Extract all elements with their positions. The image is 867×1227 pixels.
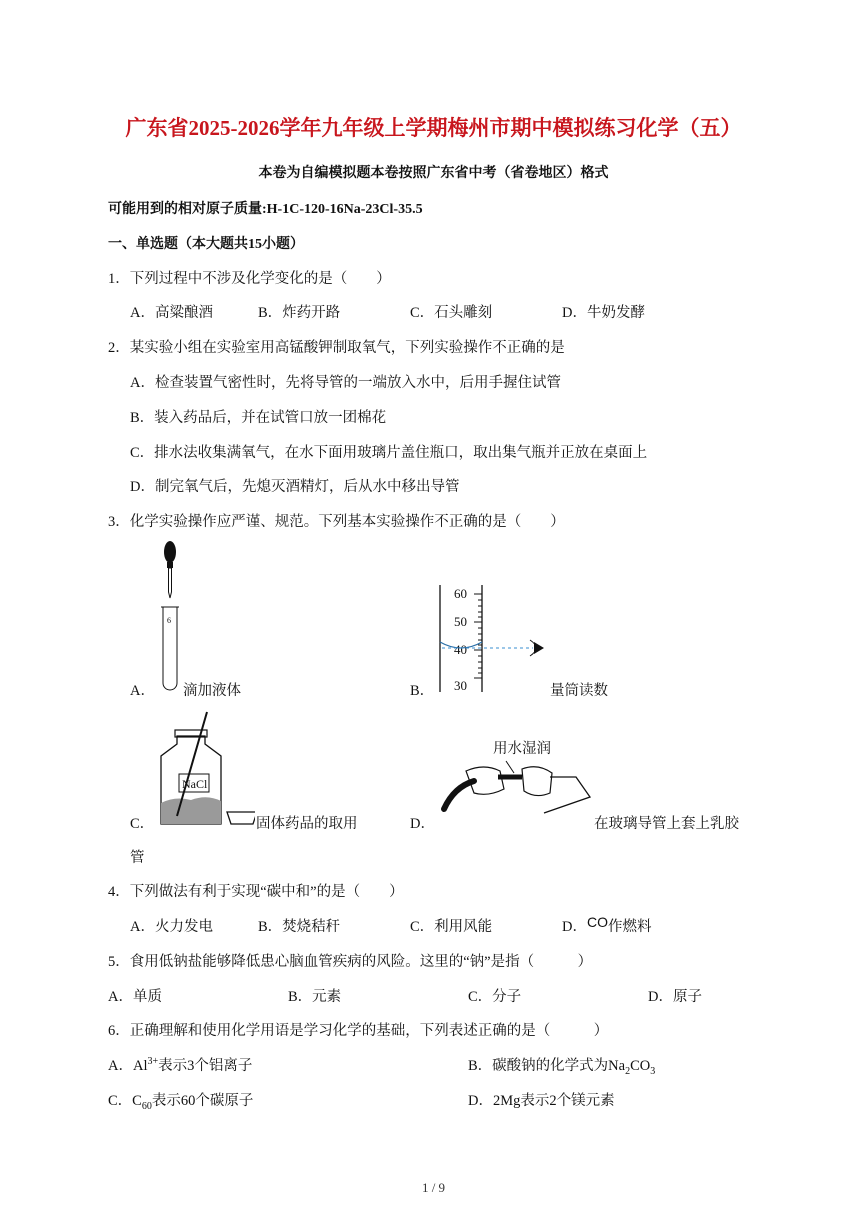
q5-option-d: D．原子	[648, 989, 702, 1005]
q3-option-c-letter: C．	[130, 816, 155, 832]
q4-stem: 4．下列做法有利于实现“碳中和”的是（ ）	[108, 884, 404, 900]
q4-option-c: C．利用风能	[410, 919, 493, 935]
q2-stem: 2．某实验小组在实验室用高锰酸钾制取氧气，下列实验操作不正确的是	[108, 340, 565, 356]
q6-option-c: C．$C_{60}$表示60个碳原子	[108, 1093, 254, 1112]
tick-label-60: 60	[454, 586, 467, 601]
weighing-dish	[227, 812, 255, 824]
q1-option-c: C．石头雕刻	[410, 305, 493, 321]
q3-option-b-letter: B．	[410, 683, 435, 699]
q5-option-b: B．元素	[288, 989, 342, 1005]
dropper-testtube-figure	[150, 540, 190, 700]
q6-option-a: A．$Al^{3+}$表示3个铝离子	[108, 1056, 253, 1074]
document-title: 广东省2025-2026学年九年级上学期梅州市期中模拟练习化学（五）	[125, 116, 742, 140]
q4-option-d-text: 作燃料	[607, 919, 652, 935]
q4-option-b: B．焚烧秸秆	[258, 919, 341, 935]
atomic-mass-line: 可能用到的相对原子质量:H-1C-120-16Na-23Cl-35.5	[108, 202, 423, 217]
q1-stem: 1．下列过程中不涉及化学变化的是（ ）	[108, 271, 391, 287]
q3-option-b-text: 量筒读数	[550, 683, 608, 699]
q6-option-d: D．2Mg表示2个镁元素	[468, 1093, 615, 1109]
q1-option-d: D．牛奶发酵	[562, 305, 645, 321]
document-subtitle: 本卷为自编模拟题本卷按照广东省中考（省卷地区）格式	[258, 166, 609, 181]
rubber-tube	[444, 781, 474, 809]
q5-option-c: C．分子	[468, 989, 522, 1005]
q2-option-a: A．检查装置气密性时，先将导管的一端放入水中，后用手握住试管	[130, 375, 561, 391]
q3-option-d-text-cont: 管	[130, 850, 145, 866]
q1-option-a: A．高粱酿酒	[130, 305, 213, 321]
q4-option-d-formula: CO	[586, 914, 608, 930]
q2-option-c: C．排水法收集满氧气，在水下面用玻璃片盖住瓶口，取出集气瓶并正放在桌面上	[130, 445, 648, 461]
tick-label-50: 50	[454, 614, 467, 629]
glass-tube-figure	[440, 757, 595, 832]
q3-stem: 3．化学实验操作应严谨、规范。下列基本实验操作不正确的是（ ）	[108, 514, 565, 530]
q2-option-d: D．制完氧气后，先熄灭酒精灯，后从水中移出导管	[130, 479, 460, 495]
solid-reagent	[161, 797, 221, 824]
q6-stem: 6．正确理解和使用化学用语是学习化学的基础，下列表述正确的是（ ）	[108, 1023, 609, 1039]
page-number: 1 / 9	[421, 1180, 446, 1195]
bottle-label-text: NaCl	[182, 777, 208, 791]
q4-option-a: A．火力发电	[130, 919, 213, 935]
tick-label-40: 40	[454, 642, 467, 657]
reagent-bottle-figure	[155, 708, 255, 833]
q4-option-d-letter: D．	[562, 919, 587, 935]
q3-option-c-text: 固体药品的取用	[256, 816, 358, 832]
q3-option-d-text: 在玻璃导管上套上乳胶	[594, 816, 739, 832]
right-hand	[522, 767, 552, 796]
tick-label-30: 30	[454, 678, 467, 693]
q6-option-b: B．碳酸钠的化学式为$Na_2CO_3$	[468, 1058, 656, 1077]
q2-option-b: B．装入药品后，并在试管口放一团棉花	[130, 410, 387, 426]
dropper-bulb	[164, 541, 176, 563]
q3-option-a-text: 滴加液体	[183, 683, 241, 699]
svg-text:6: 6	[167, 616, 171, 625]
cylinder-reading-figure	[430, 580, 550, 695]
q3-option-d-letter: D．	[410, 816, 435, 832]
dropper-collar	[167, 562, 173, 568]
section-title: 一、单选题（本大题共15小题）	[108, 237, 304, 252]
q3-option-d-caption: 用水湿润	[493, 741, 551, 757]
q5-option-a: A．单质	[108, 989, 162, 1005]
dropper-tube	[169, 568, 172, 598]
q5-stem: 5．食用低钠盐能够降低患心脑血管疾病的风险。这里的“钠”是指（ ）	[108, 954, 593, 970]
q1-option-b: B．炸药开路	[258, 305, 341, 321]
q3-option-a-letter: A．	[130, 683, 155, 699]
q4-option-d	[562, 915, 651, 936]
